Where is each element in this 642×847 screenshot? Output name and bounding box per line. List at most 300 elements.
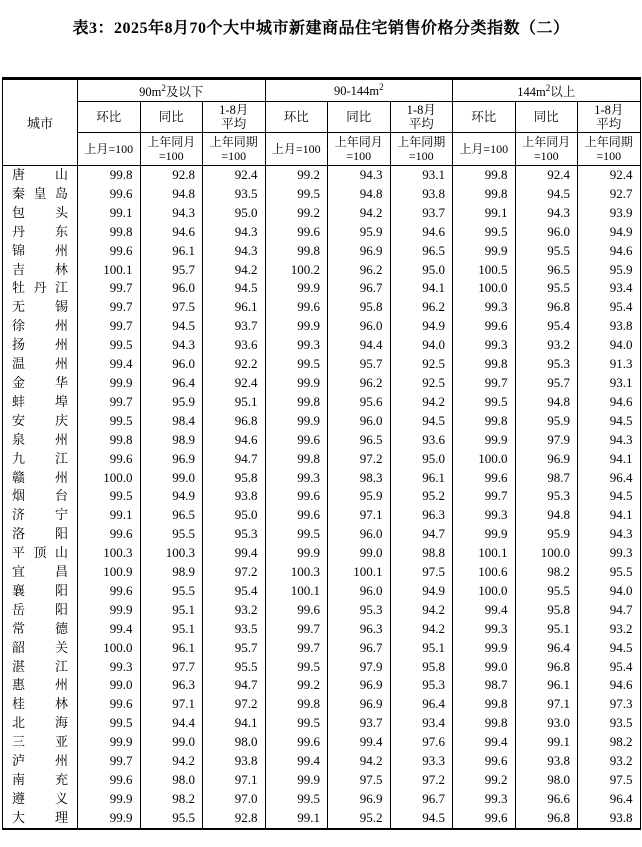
index-value: 93.4: [578, 279, 641, 298]
index-value: 99.5: [265, 185, 328, 204]
index-value: 94.6: [578, 393, 641, 412]
index-value: 99.6: [78, 185, 141, 204]
index-value: 100.1: [453, 544, 516, 563]
table-row: [3, 261, 641, 280]
table-row: [3, 298, 641, 317]
index-value: 98.0: [203, 733, 266, 752]
index-value: 94.2: [203, 261, 266, 280]
index-value: 100.2: [265, 261, 328, 280]
index-value: 95.5: [515, 242, 578, 261]
index-value: 97.1: [203, 771, 266, 790]
index-value: 92.4: [515, 166, 578, 185]
city-name: 济宁: [3, 506, 78, 525]
index-value: 93.8: [515, 752, 578, 771]
index-value: 98.9: [140, 431, 203, 450]
index-value: 97.5: [578, 771, 641, 790]
city-name: 泉州: [3, 431, 78, 450]
table-row: [3, 279, 641, 298]
index-value: 94.7: [203, 676, 266, 695]
index-value: 94.3: [140, 204, 203, 223]
table-row: [3, 336, 641, 355]
index-value: 94.3: [328, 166, 391, 185]
index-value: 96.9: [328, 676, 391, 695]
index-value: 93.6: [203, 336, 266, 355]
city-name: 泸州: [3, 752, 78, 771]
table-row: [3, 393, 641, 412]
index-value: 99.3: [453, 506, 516, 525]
index-value: 99.8: [265, 695, 328, 714]
table-row: [3, 714, 641, 733]
index-value: 98.2: [140, 790, 203, 809]
index-value: 96.5: [140, 506, 203, 525]
index-value: 97.9: [328, 658, 391, 677]
superscript-2: 2: [545, 82, 551, 93]
table-row: [3, 544, 641, 563]
index-value: 99.5: [265, 525, 328, 544]
city-name: 遵义: [3, 790, 78, 809]
metric-header-mom: 环比: [78, 102, 141, 133]
index-value: 95.8: [390, 658, 453, 677]
index-value: 93.0: [515, 714, 578, 733]
header-row-base: [3, 133, 641, 166]
index-value: 93.2: [515, 336, 578, 355]
table-row: [3, 771, 641, 790]
index-value: 99.6: [78, 695, 141, 714]
index-value: 96.5: [390, 242, 453, 261]
index-value: 99.5: [265, 658, 328, 677]
city-name: 南充: [3, 771, 78, 790]
city-name: 丹东: [3, 223, 78, 242]
index-value: 94.8: [515, 506, 578, 525]
index-value: 93.1: [390, 166, 453, 185]
index-value: 99.9: [78, 809, 141, 829]
index-value: 95.3: [328, 601, 391, 620]
table-row: [3, 658, 641, 677]
index-value: 95.8: [328, 298, 391, 317]
group-header-90-144: [265, 79, 453, 102]
table-row: [3, 790, 641, 809]
index-value: 99.4: [78, 355, 141, 374]
index-value: 98.2: [515, 563, 578, 582]
index-value: 97.1: [328, 506, 391, 525]
index-value: 94.1: [203, 714, 266, 733]
table-row: [3, 242, 641, 261]
index-value: 99.8: [453, 355, 516, 374]
index-value: 99.0: [328, 544, 391, 563]
index-value: 95.1: [140, 601, 203, 620]
index-value: 99.5: [453, 223, 516, 242]
index-value: 94.6: [140, 223, 203, 242]
city-name: 牡丹江: [3, 279, 78, 298]
index-value: 94.3: [515, 204, 578, 223]
index-value: 94.0: [390, 336, 453, 355]
index-value: 100.1: [328, 563, 391, 582]
index-value: 99.3: [78, 658, 141, 677]
index-value: 99.9: [78, 601, 141, 620]
index-value: 99.3: [578, 544, 641, 563]
table-row: [3, 620, 641, 639]
table-row: [3, 506, 641, 525]
base-header-prev-month: 上月=100: [78, 133, 141, 166]
index-value: 97.0: [203, 790, 266, 809]
index-value: 96.2: [328, 261, 391, 280]
table-row: [3, 525, 641, 544]
index-value: 96.0: [140, 279, 203, 298]
index-value: 97.5: [140, 298, 203, 317]
index-value: 96.9: [328, 790, 391, 809]
index-value: 99.2: [453, 771, 516, 790]
index-value: 99.9: [78, 374, 141, 393]
index-value: 92.8: [140, 166, 203, 185]
city-name: 湛江: [3, 658, 78, 677]
index-value: 100.9: [78, 563, 141, 582]
table-row: [3, 733, 641, 752]
index-value: 98.0: [515, 771, 578, 790]
base-header-prev-month: 上月=100: [453, 133, 516, 166]
index-value: 99.3: [453, 790, 516, 809]
index-value: 98.7: [453, 676, 516, 695]
index-value: 95.9: [515, 412, 578, 431]
index-value: 97.9: [515, 431, 578, 450]
table-row: [3, 695, 641, 714]
table-row: [3, 166, 641, 185]
index-value: 99.5: [78, 714, 141, 733]
index-value: 94.6: [203, 431, 266, 450]
index-value: 97.2: [203, 563, 266, 582]
table-row: [3, 450, 641, 469]
index-value: 94.1: [578, 506, 641, 525]
city-name: 包头: [3, 204, 78, 223]
index-value: 96.0: [328, 412, 391, 431]
index-value: 95.5: [203, 658, 266, 677]
base-header-same-month-last-year: 上年同月 =100: [328, 133, 391, 166]
index-value: 98.4: [140, 412, 203, 431]
index-value: 96.1: [140, 639, 203, 658]
city-name: 烟台: [3, 487, 78, 506]
index-value: 94.5: [578, 639, 641, 658]
index-value: 96.3: [390, 506, 453, 525]
city-name: 平顶山: [3, 544, 78, 563]
index-value: 93.2: [578, 620, 641, 639]
index-value: 93.1: [578, 374, 641, 393]
index-value: 94.8: [328, 185, 391, 204]
index-value: 97.3: [578, 695, 641, 714]
index-value: 95.6: [328, 393, 391, 412]
base-header-prev-month: 上月=100: [265, 133, 328, 166]
index-value: 100.5: [453, 261, 516, 280]
city-name: 无锡: [3, 298, 78, 317]
index-value: 94.5: [578, 412, 641, 431]
superscript-2: 2: [161, 82, 166, 93]
index-value: 94.5: [578, 487, 641, 506]
index-value: 93.8: [578, 809, 641, 829]
city-name: 唐山: [3, 166, 78, 185]
index-value: 96.8: [515, 809, 578, 829]
index-value: 99.9: [265, 374, 328, 393]
index-value: 99.8: [453, 714, 516, 733]
index-value: 99.0: [453, 658, 516, 677]
index-value: 100.1: [265, 582, 328, 601]
index-value: 95.3: [390, 676, 453, 695]
base-header-same-month-last-year: 上年同月 =100: [140, 133, 203, 166]
index-value: 94.9: [578, 223, 641, 242]
index-value: 96.0: [328, 582, 391, 601]
index-value: 99.9: [453, 525, 516, 544]
index-value: 94.8: [140, 185, 203, 204]
index-value: 99.6: [265, 487, 328, 506]
table-row: [3, 563, 641, 582]
index-value: 92.5: [390, 355, 453, 374]
index-value: 94.0: [578, 582, 641, 601]
index-value: 96.4: [390, 695, 453, 714]
index-value: 97.7: [140, 658, 203, 677]
index-value: 96.9: [328, 695, 391, 714]
index-value: 99.1: [78, 204, 141, 223]
index-value: 96.1: [140, 242, 203, 261]
index-value: 99.6: [78, 450, 141, 469]
index-value: 99.6: [453, 469, 516, 488]
index-value: 99.7: [78, 393, 141, 412]
index-value: 94.9: [390, 317, 453, 336]
base-header-same-period-last-year: 上年同期 =100: [203, 133, 266, 166]
index-value: 99.7: [78, 752, 141, 771]
index-value: 94.3: [203, 242, 266, 261]
index-value: 96.1: [515, 676, 578, 695]
index-value: 96.9: [140, 450, 203, 469]
index-value: 95.5: [140, 525, 203, 544]
index-value: 95.9: [515, 525, 578, 544]
index-value: 98.0: [140, 771, 203, 790]
index-value: 99.6: [453, 809, 516, 829]
table-row: [3, 487, 641, 506]
index-value: 99.5: [78, 336, 141, 355]
group-label-text: 以上: [550, 84, 576, 99]
index-value: 95.7: [140, 261, 203, 280]
index-value: 94.6: [578, 676, 641, 695]
city-name: 洛阳: [3, 525, 78, 544]
index-value: 97.2: [203, 695, 266, 714]
index-value: 99.4: [328, 733, 391, 752]
index-value: 95.9: [328, 487, 391, 506]
index-value: 95.7: [328, 355, 391, 374]
table-row: [3, 223, 641, 242]
index-value: 95.4: [203, 582, 266, 601]
index-value: 99.2: [265, 204, 328, 223]
index-value: 98.8: [390, 544, 453, 563]
index-value: 94.3: [578, 431, 641, 450]
index-value: 94.3: [578, 525, 641, 544]
index-value: 99.9: [265, 317, 328, 336]
index-value: 93.5: [203, 185, 266, 204]
index-value: 94.2: [140, 752, 203, 771]
index-value: 95.1: [515, 620, 578, 639]
index-value: 95.5: [140, 809, 203, 829]
index-value: 99.9: [453, 242, 516, 261]
index-value: 100.3: [265, 563, 328, 582]
index-value: 99.8: [453, 412, 516, 431]
city-name: 韶关: [3, 639, 78, 658]
index-value: 96.0: [328, 317, 391, 336]
index-value: 99.5: [78, 487, 141, 506]
index-value: 94.5: [140, 317, 203, 336]
index-value: 94.8: [515, 393, 578, 412]
index-value: 95.1: [203, 393, 266, 412]
index-value: 99.3: [265, 469, 328, 488]
index-value: 97.2: [390, 771, 453, 790]
index-value: 93.2: [203, 601, 266, 620]
index-value: 96.3: [328, 620, 391, 639]
index-value: 99.8: [78, 431, 141, 450]
index-value: 94.5: [390, 809, 453, 829]
index-value: 94.7: [390, 525, 453, 544]
index-value: 95.4: [578, 298, 641, 317]
index-value: 94.5: [515, 185, 578, 204]
index-value: 99.7: [453, 374, 516, 393]
metric-header-yoy: 同比: [140, 102, 203, 133]
city-name: 安庆: [3, 412, 78, 431]
table-row: [3, 752, 641, 771]
index-value: 97.1: [140, 695, 203, 714]
index-value: 99.4: [265, 752, 328, 771]
index-value: 95.1: [140, 620, 203, 639]
table-row: [3, 469, 641, 488]
index-value: 95.3: [203, 525, 266, 544]
index-value: 99.6: [453, 317, 516, 336]
index-value: 99.0: [140, 733, 203, 752]
index-value: 99.3: [265, 336, 328, 355]
table-row: [3, 185, 641, 204]
superscript-2: 2: [379, 81, 384, 92]
index-value: 99.9: [265, 412, 328, 431]
index-value: 93.8: [390, 185, 453, 204]
index-value: 96.9: [515, 450, 578, 469]
index-value: 100.3: [140, 544, 203, 563]
index-value: 99.6: [265, 506, 328, 525]
index-value: 94.6: [578, 242, 641, 261]
index-value: 94.1: [578, 450, 641, 469]
table-row: [3, 355, 641, 374]
metric-header-mom: 环比: [453, 102, 516, 133]
index-value: 95.7: [515, 374, 578, 393]
index-value: 95.0: [203, 506, 266, 525]
index-value: 96.8: [515, 298, 578, 317]
base-header-same-period-last-year: 上年同期 =100: [578, 133, 641, 166]
index-value: 93.8: [203, 752, 266, 771]
index-value: 99.8: [453, 695, 516, 714]
index-value: 92.5: [390, 374, 453, 393]
index-value: 99.4: [453, 733, 516, 752]
index-value: 97.6: [390, 733, 453, 752]
group-label-text: 144m: [517, 84, 546, 99]
table-row: [3, 601, 641, 620]
index-value: 99.7: [265, 639, 328, 658]
index-value: 96.7: [328, 279, 391, 298]
index-value: 95.4: [515, 317, 578, 336]
index-value: 99.4: [78, 620, 141, 639]
metric-header-avg: 1-8月 平均: [578, 102, 641, 133]
index-value: 99.9: [453, 639, 516, 658]
city-name: 吉林: [3, 261, 78, 280]
city-name: 蚌埠: [3, 393, 78, 412]
index-value: 94.3: [140, 336, 203, 355]
index-value: 94.4: [140, 714, 203, 733]
index-value: 100.3: [78, 544, 141, 563]
index-value: 94.5: [203, 279, 266, 298]
index-value: 99.7: [78, 298, 141, 317]
index-value: 99.7: [78, 317, 141, 336]
metric-header-yoy: 同比: [328, 102, 391, 133]
index-value: 99.8: [78, 166, 141, 185]
index-value: 95.0: [390, 261, 453, 280]
index-value: 99.4: [203, 544, 266, 563]
index-value: 99.8: [265, 450, 328, 469]
index-value: 96.9: [328, 242, 391, 261]
index-value: 99.1: [515, 733, 578, 752]
index-value: 98.3: [328, 469, 391, 488]
index-value: 96.1: [203, 298, 266, 317]
base-header-same-period-last-year: 上年同期 =100: [390, 133, 453, 166]
index-value: 100.1: [78, 261, 141, 280]
index-value: 95.5: [140, 582, 203, 601]
group-label-text: 90-144m: [333, 84, 380, 99]
index-value: 92.7: [578, 185, 641, 204]
index-value: 92.8: [203, 809, 266, 829]
index-value: 93.4: [390, 714, 453, 733]
index-value: 99.9: [265, 771, 328, 790]
city-name: 宜昌: [3, 563, 78, 582]
index-value: 100.0: [453, 450, 516, 469]
index-value: 99.9: [265, 544, 328, 563]
base-header-same-month-last-year: 上年同月 =100: [515, 133, 578, 166]
index-value: 99.8: [453, 166, 516, 185]
index-value: 99.9: [78, 733, 141, 752]
index-value: 93.9: [578, 204, 641, 223]
index-value: 95.8: [515, 601, 578, 620]
index-value: 94.2: [328, 752, 391, 771]
index-value: 95.3: [515, 487, 578, 506]
index-value: 96.4: [140, 374, 203, 393]
metric-header-yoy: 同比: [515, 102, 578, 133]
metric-header-mom: 环比: [265, 102, 328, 133]
index-value: 97.2: [328, 450, 391, 469]
group-label-text: 及以下: [165, 84, 204, 99]
index-value: 99.8: [265, 242, 328, 261]
index-value: 99.6: [265, 733, 328, 752]
index-value: 99.6: [265, 298, 328, 317]
index-value: 99.0: [140, 469, 203, 488]
index-value: 96.6: [515, 790, 578, 809]
index-value: 94.2: [328, 204, 391, 223]
index-value: 99.5: [453, 393, 516, 412]
index-value: 96.3: [140, 676, 203, 695]
index-value: 96.7: [390, 790, 453, 809]
city-name: 温州: [3, 355, 78, 374]
index-value: 100.0: [78, 639, 141, 658]
index-value: 99.3: [453, 620, 516, 639]
index-value: 96.0: [515, 223, 578, 242]
index-value: 93.5: [203, 620, 266, 639]
index-value: 92.4: [203, 166, 266, 185]
city-name: 常德: [3, 620, 78, 639]
city-name: 扬州: [3, 336, 78, 355]
index-value: 94.9: [140, 487, 203, 506]
index-value: 94.2: [390, 601, 453, 620]
index-value: 99.5: [265, 790, 328, 809]
index-value: 99.6: [78, 582, 141, 601]
index-value: 94.6: [390, 223, 453, 242]
index-value: 99.8: [78, 223, 141, 242]
index-value: 96.2: [390, 298, 453, 317]
